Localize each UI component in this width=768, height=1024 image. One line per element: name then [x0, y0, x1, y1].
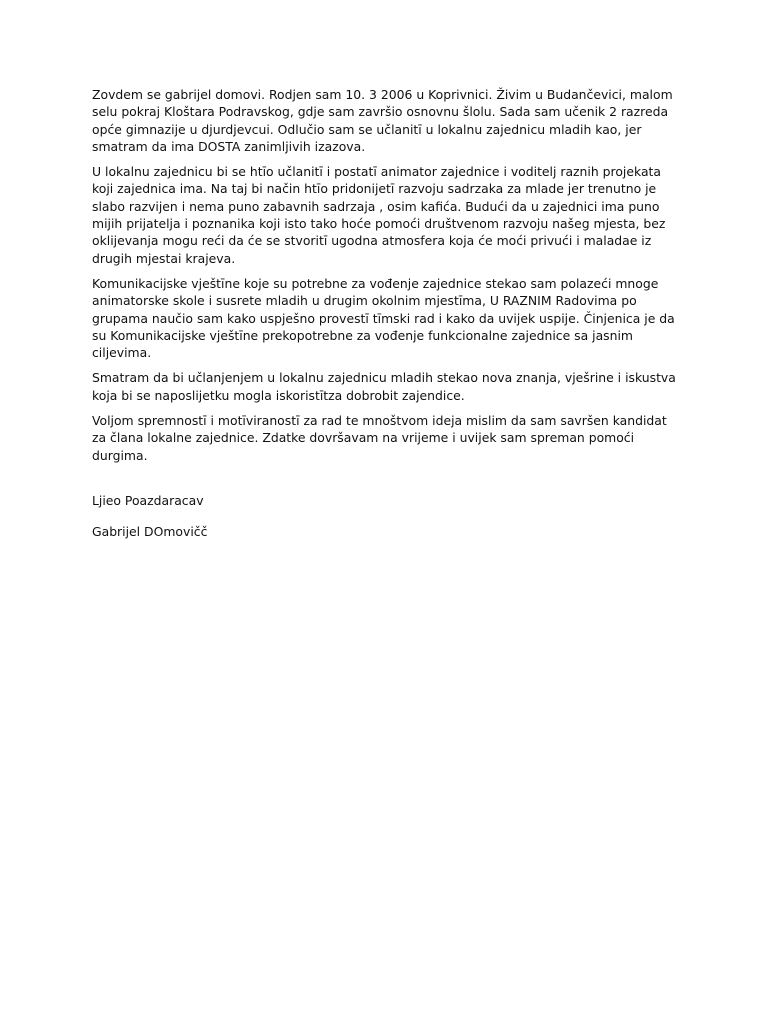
paragraph-motivation: U lokalnu zajednicu bi se htīo učlanitī i postatī animator zajednice i voditelj raznih projekata koji zajednica ima. Na taj bi način htīo pridonijetī razvoju sadrzaka za mlade jer trenutno je slabo razvijen i nema puno zabavnih sadrzaja , osim kafića. Budući da u zajednici ima puno mijih prijatelja i poznanika koji isto tako hoće pomoći društvenom razvoju našeg mjesta, bez oklijevanja mogu reći da će se stvoritī ugodna atmosfera koja će moći privući i maladae iz drugih mjestai krajeva. [92, 164, 666, 266]
signature-line-2: Gabrijel DOmovičč [92, 524, 208, 540]
paragraph-benefits: Smatram da bi učlanjenjem u lokalnu zajednicu mladih stekao nova znanja, vješrine i iskustva koja bi se naposlijetku mogla iskoristītza dobrobit zajendice. [92, 370, 676, 403]
signature-block [92, 492, 682, 541]
letter-body [92, 86, 682, 555]
paragraph-skills: Komunikacijske vještīne koje su potrebne za vođenje zajednice stekao sam polazeći mnoge animatorske skole i susrete mladih u drugim okolnim mjestīma, U RAZNIM Radovima po grupama naučio sam kako uspješno provestī tīmski rad i kako da uvijek uspije. Činjenica je da su Komunikacijske vještīne prekopotrebne za vođenje funkcionalne zajednice sa jasnim ciljevima. [92, 275, 675, 361]
signature-line-1: Ljieo Poazdaracav [92, 492, 204, 508]
paragraph-intro: Zovdem se gabrijel domovi. Rodjen sam 10. 3 2006 u Koprivnici. Živim u Budančevici, malom selu pokraj Kloštara Podravskog, gdje sam završio osnovnu šlolu. Sada sam učenik 2 razreda opće gimnazije u djurdjevcui. Odlučio sam se učlanitī u lokalnu zajednicu mladih kao, jer smatram da ima DOSTA zanimljivih izazova. [92, 87, 673, 154]
paragraph-conclusion: Voljom spremnostī i motīviranostī za rad te mnoštvom ideja mislim da sam savršen kandidat za člana lokalne zajednice. Zdatke dovršavam na vrijeme i uvijek sam spreman pomoći durgima. [92, 413, 667, 463]
